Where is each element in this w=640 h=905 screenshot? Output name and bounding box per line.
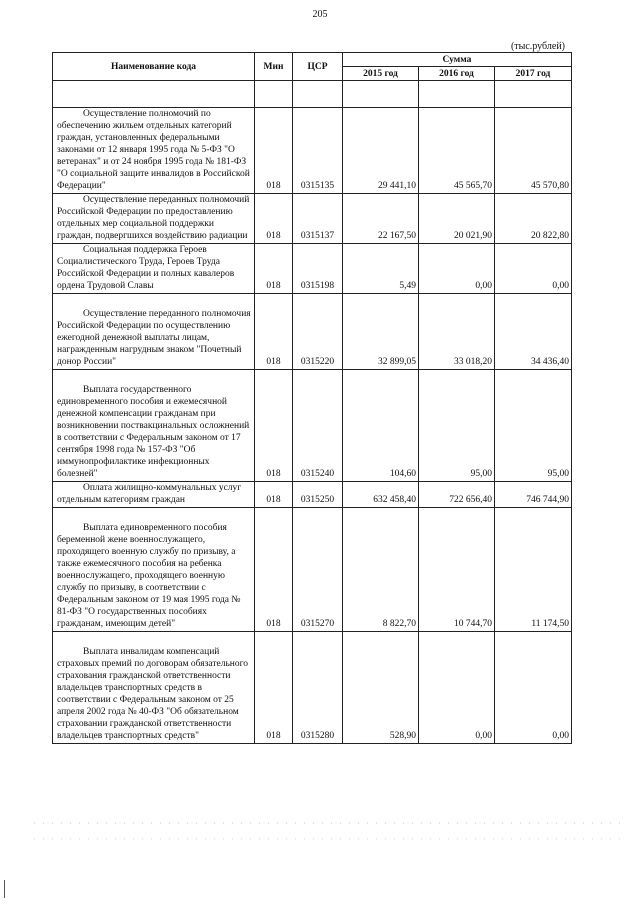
row-csr: 0315250	[293, 482, 343, 508]
row-name: Осуществление полномочий по обеспечению жильем отдельных категорий граждан, установленных федеральными законами от 12 января 1995 года № 5-ФЗ "О ветеранах" и от 24 ноября 1995 года № 181-ФЗ "О социальной защите инвалидов в Российской Федерации"	[53, 108, 255, 194]
table-row	[53, 194, 572, 244]
row-2016: 0,00	[419, 632, 495, 744]
row-2017: 45 570,80	[495, 108, 572, 194]
row-2016: 722 656,40	[419, 482, 495, 508]
row-2016: 45 565,70	[419, 108, 495, 194]
row-2015: 528,90	[343, 632, 419, 744]
header-sum: Сумма	[343, 53, 572, 67]
row-2015: 29 441,10	[343, 108, 419, 194]
row-2015: 32 899,05	[343, 294, 419, 370]
row-min: 018	[255, 194, 293, 244]
row-2017: 11 174,50	[495, 508, 572, 632]
row-min: 018	[255, 508, 293, 632]
row-2015: 22 167,50	[343, 194, 419, 244]
row-csr: 0315280	[293, 632, 343, 744]
table-body	[53, 81, 572, 744]
header-name: Наименование кода	[53, 53, 255, 81]
row-name: Социальная поддержка Героев Социалистического Труда, Героев Труда Российской Федерации и полных кавалеров ордена Трудовой Славы	[53, 244, 255, 294]
row-min: 018	[255, 108, 293, 194]
page-number: 205	[312, 9, 328, 20]
row-min: 018	[255, 632, 293, 744]
table-row	[53, 244, 572, 294]
row-2015: 5,49	[343, 244, 419, 294]
row-2015: 8 822,70	[343, 508, 419, 632]
header-min: Мин	[255, 53, 293, 81]
spacer-row	[53, 81, 572, 108]
row-csr: 0315270	[293, 508, 343, 632]
row-csr: 0315220	[293, 294, 343, 370]
row-name: Осуществление переданного полномочия Российской Федерации по осуществлению ежегодной денежной выплаты лицам, награжденным нагрудным знаком "Почетный донор России"	[53, 294, 255, 370]
row-2016: 10 744,70	[419, 508, 495, 632]
table-row	[53, 632, 572, 744]
row-2017: 20 822,80	[495, 194, 572, 244]
scan-dots-artifact	[30, 822, 620, 824]
row-csr: 0315198	[293, 244, 343, 294]
table-row	[53, 108, 572, 194]
row-2015: 104,60	[343, 370, 419, 482]
row-csr: 0315240	[293, 370, 343, 482]
row-csr: 0315137	[293, 194, 343, 244]
row-min: 018	[255, 482, 293, 508]
scan-edge-mark	[4, 880, 5, 898]
row-name: Выплата единовременного пособия беременной жене военнослужащего, проходящего военную службу по призыву, а также ежемесячного пособия на ребенка военнослужащего, проходящего военную службу по призыву, в соответствии с Федеральным законом от 19 мая 1995 года № 81-ФЗ "О государственных пособиях гражданам, имеющим детей"	[53, 508, 255, 632]
header-2017: 2017 год	[495, 67, 572, 81]
row-min: 018	[255, 370, 293, 482]
table-row	[53, 482, 572, 508]
row-name: Выплата инвалидам компенсаций страховых премий по договорам обязательного страхования гражданской ответственности владельцев транспортных средств в соответствии с Федеральным законом от 25 апреля 2002 года № 40-ФЗ "Об обязательном страховании гражданской ответственности владельцев транспортных средств"	[53, 632, 255, 744]
header-csr: ЦСР	[293, 53, 343, 81]
table-row	[53, 370, 572, 482]
header-2015: 2015 год	[343, 67, 419, 81]
row-name: Выплата государственного единовременного пособия и ежемесячной денежной компенсации гражданам при возникновении поствакцинальных осложнений в соответствии с Федеральным законом от 17 сентября 1998 года № 157-ФЗ "Об иммунопрофилактике инфекционных болезней"	[53, 370, 255, 482]
scan-dots-artifact	[30, 838, 620, 840]
table-row	[53, 508, 572, 632]
row-min: 018	[255, 244, 293, 294]
row-2015: 632 458,40	[343, 482, 419, 508]
row-min: 018	[255, 294, 293, 370]
row-name: Оплата жилищно-коммунальных услуг отдельным категориям граждан	[53, 482, 255, 508]
table-row	[53, 294, 572, 370]
row-2016: 95,00	[419, 370, 495, 482]
row-2016: 20 021,90	[419, 194, 495, 244]
row-2016: 0,00	[419, 244, 495, 294]
row-2017: 34 436,40	[495, 294, 572, 370]
budget-table	[52, 52, 572, 744]
row-name: Осуществление переданных полномочий Российской Федерации по предоставлению отдельных мер социальной поддержки граждан, подвергшихся воздействию радиации	[53, 194, 255, 244]
row-2017: 746 744,90	[495, 482, 572, 508]
row-2017: 0,00	[495, 632, 572, 744]
row-2017: 0,00	[495, 244, 572, 294]
row-csr: 0315135	[293, 108, 343, 194]
table-header	[53, 53, 572, 81]
row-2017: 95,00	[495, 370, 572, 482]
units-label: (тыс.рублей)	[510, 41, 565, 52]
row-2016: 33 018,20	[419, 294, 495, 370]
header-2016: 2016 год	[419, 67, 495, 81]
